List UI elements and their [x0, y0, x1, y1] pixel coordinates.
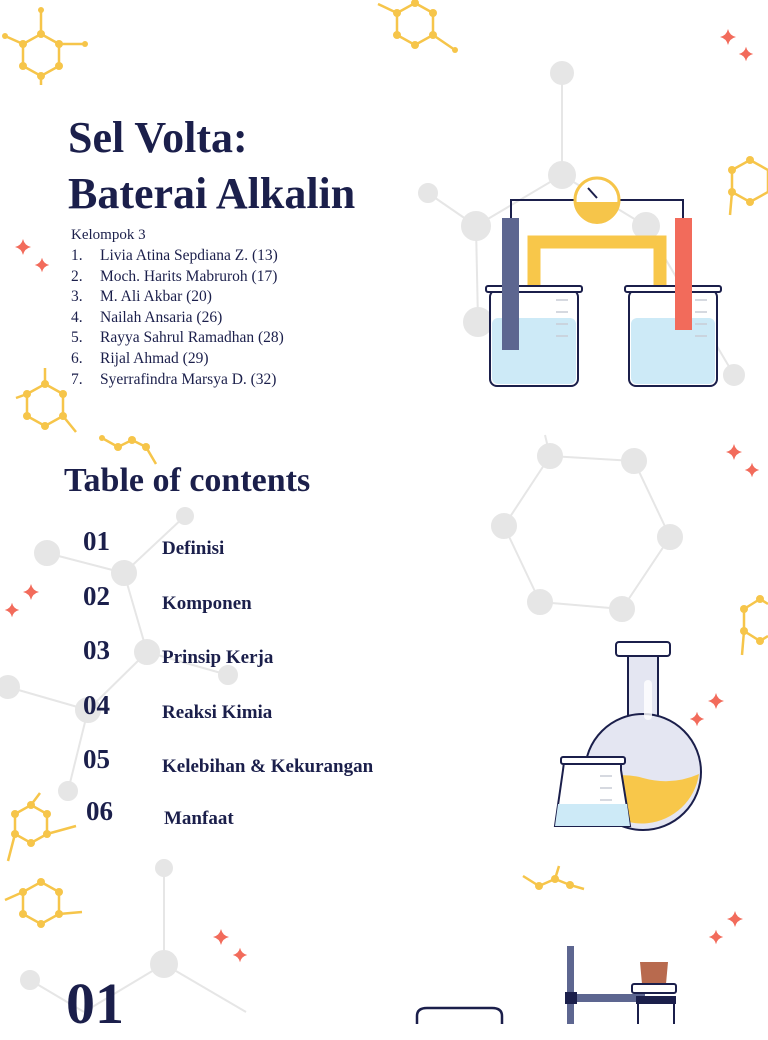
- toc-number: 02: [83, 581, 110, 611]
- toc-number: 03: [83, 635, 110, 665]
- toc-number: 01: [83, 526, 110, 556]
- member-list: [71, 246, 284, 390]
- section-number: 01: [66, 971, 124, 1036]
- toc-label: Prinsip Kerja: [162, 647, 274, 668]
- page-title: [68, 110, 355, 222]
- toc-title: Table of contents: [64, 462, 311, 499]
- toc-item-prinsip-kerja[interactable]: [0, 635, 440, 675]
- list-item: 7. Syerrafindra Marsya D. (32): [71, 370, 277, 388]
- toc-number: 05: [83, 744, 110, 774]
- group-label: Kelompok 3: [71, 227, 146, 243]
- toc-item-komponen[interactable]: [0, 581, 440, 621]
- toc-label: Definisi: [162, 538, 225, 559]
- toc-number: 04: [83, 690, 110, 720]
- toc-item-kelebihan-kekurangan[interactable]: [0, 744, 440, 784]
- list-item: 2. Moch. Harits Mabruroh (17): [71, 267, 278, 285]
- list-item: 3. M. Ali Akbar (20): [71, 288, 212, 306]
- toc-item-definisi[interactable]: [0, 526, 440, 566]
- title-line-2: Baterai Alkalin: [68, 169, 356, 218]
- list-item: 6. Rijal Ahmad (29): [71, 349, 209, 367]
- toc-label: Reaksi Kimia: [162, 702, 273, 723]
- toc-item-manfaat[interactable]: [0, 796, 440, 836]
- list-item: 4. Nailah Ansaria (26): [71, 308, 223, 326]
- toc-label: Komponen: [162, 593, 252, 614]
- list-item: 5. Rayya Sahrul Ramadhan (28): [71, 329, 284, 347]
- title-line-1: Sel Volta:: [68, 113, 248, 162]
- toc-label: Kelebihan & Kekurangan: [162, 756, 374, 777]
- list-item: 1. Livia Atina Sepdiana Z. (13): [71, 247, 278, 264]
- toc-label: Manfaat: [164, 808, 234, 829]
- toc-number: 06: [86, 796, 113, 826]
- toc-item-reaksi-kimia[interactable]: [0, 690, 440, 730]
